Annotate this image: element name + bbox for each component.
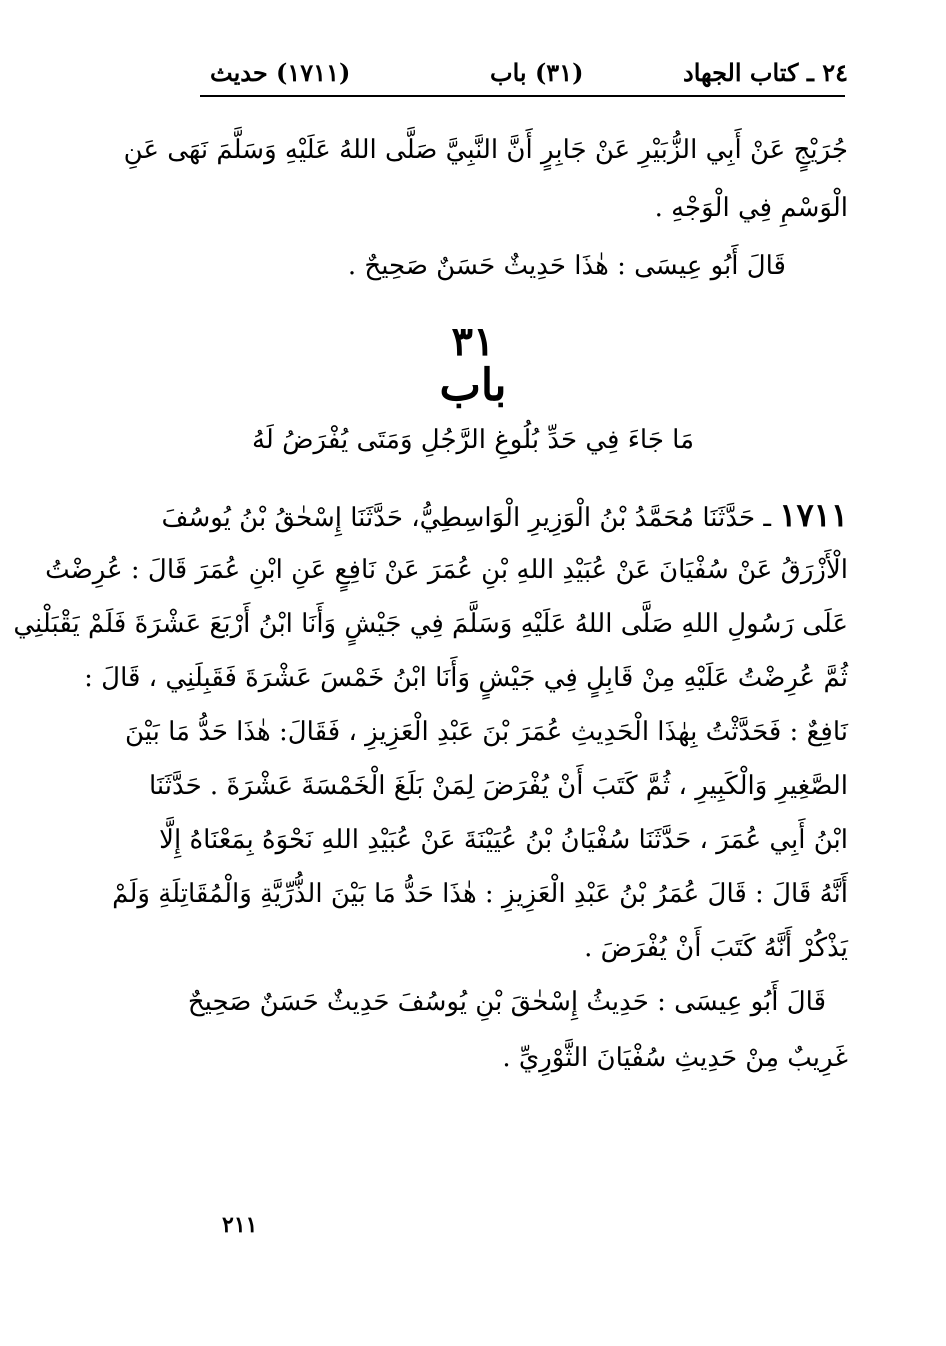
hadith-line-7: أَنَّهُ قَالَ : قَالَ عُمَرُ بْنُ عَبْدِ الْعَزِيزِ : هٰذَا حَدُّ مَا بَيْنَ الذُّرِّيَّةِ وَالْمُقَاتِلَةِ وَلَمْ	[112, 879, 848, 909]
top-line-2: الْوَسْمِ فِي الْوَجْهِ .	[654, 193, 848, 223]
hadith-line-5: الصَّغِيرِ وَالْكَبِيرِ ، ثُمَّ كَتَبَ أَنْ يُفْرَضَ لِمَنْ بَلَغَ الْخَمْسَةَ عَشْرَةَ . حَدَّثَنَا	[148, 771, 848, 801]
hadith-line-4: نَافِعٌ : فَحَدَّثْتُ بِهٰذَا الْحَدِيثِ عُمَرَ بْنَ عَبْدِ الْعَزِيزِ ، فَقَالَ: هٰذَا حَدُّ مَا بَيْنَ	[124, 717, 848, 747]
header-hadith-number: (١٧١١) حديث	[210, 58, 351, 87]
page-number: ٢١١	[222, 1212, 258, 1238]
hadith-line-1: الْأَزْرَقُ عَنْ سُفْيَانَ عَنْ عُبَيْدِ اللهِ بْنِ عُمَرَ عَنْ نَافِعٍ عَنِ ابْنِ عُمَرَ قَالَ : عُرِضْتُ	[45, 555, 848, 585]
hadith-first-text: ـ حَدَّثَنَا مُحَمَّدُ بْنُ الْوَزِيرِ الْوَاسِطِيُّ، حَدَّثَنَا إِسْحٰقُ بْنُ يُوسُفَ	[161, 503, 771, 533]
header-chapter: (٣١) باب	[490, 58, 584, 87]
top-line-1: جُرَيْجٍ عَنْ أَبِي الزُّبَيْرِ عَنْ جَابِرٍ أَنَّ النَّبِيَّ صَلَّى اللهُ عَلَيْهِ وَسَلَّمَ نَهَى عَنِ	[123, 135, 848, 165]
hadith-line-8: يَذْكُرْ أَنَّهُ كَتَبَ أَنْ يُفْرَضَ .	[584, 933, 848, 963]
chapter-title: مَا جَاءَ فِي حَدِّ بُلُوغِ الرَّجُلِ وَمَتَى يُفْرَضُ لَهُ	[251, 425, 695, 455]
chapter-number: ٣١	[451, 318, 495, 365]
hadith-line-3: ثُمَّ عُرِضْتُ عَلَيْهِ مِنْ قَابِلٍ فِي جَيْشٍ وَأَنَا ابْنُ خَمْسَ عَشْرَةَ فَقَبِلَنِي ، قَالَ :	[84, 663, 848, 693]
hadith-first-line	[162, 495, 848, 538]
header-book-title: ٢٤ ـ كتاب الجهاد	[683, 58, 848, 87]
closing-line-2: غَرِيبٌ مِنْ حَدِيثِ سُفْيَانَ الثَّوْرِيِّ .	[502, 1043, 848, 1073]
closing-line-1: قَالَ أَبُو عِيسَى : حَدِيثُ إِسْحٰقَ بْنِ يُوسُفَ حَدِيثٌ حَسَنٌ صَحِيحٌ	[187, 987, 826, 1017]
top-line-3: قَالَ أَبُو عِيسَى : هٰذَا حَدِيثٌ حَسَنٌ صَحِيحٌ .	[347, 251, 786, 281]
hadith-line-2: عَلَى رَسُولِ اللهِ صَلَّى اللهُ عَلَيْهِ وَسَلَّمَ فِي جَيْشٍ وَأَنَا ابْنُ أَرْبَعَ عَشْرَةَ فَلَمْ يَقْبَلْنِي	[13, 609, 848, 639]
hadith-line-6: ابْنُ أَبِي عُمَرَ ، حَدَّثَنَا سُفْيَانُ بْنُ عُيَيْنَةَ عَنْ عُبَيْدِ اللهِ نَحْوَهُ بِمَعْنَاهُ إِلَّا	[159, 825, 848, 855]
chapter-word: باب	[439, 360, 507, 411]
hadith-number: ١٧١١	[779, 496, 848, 534]
header-rule	[200, 95, 845, 97]
